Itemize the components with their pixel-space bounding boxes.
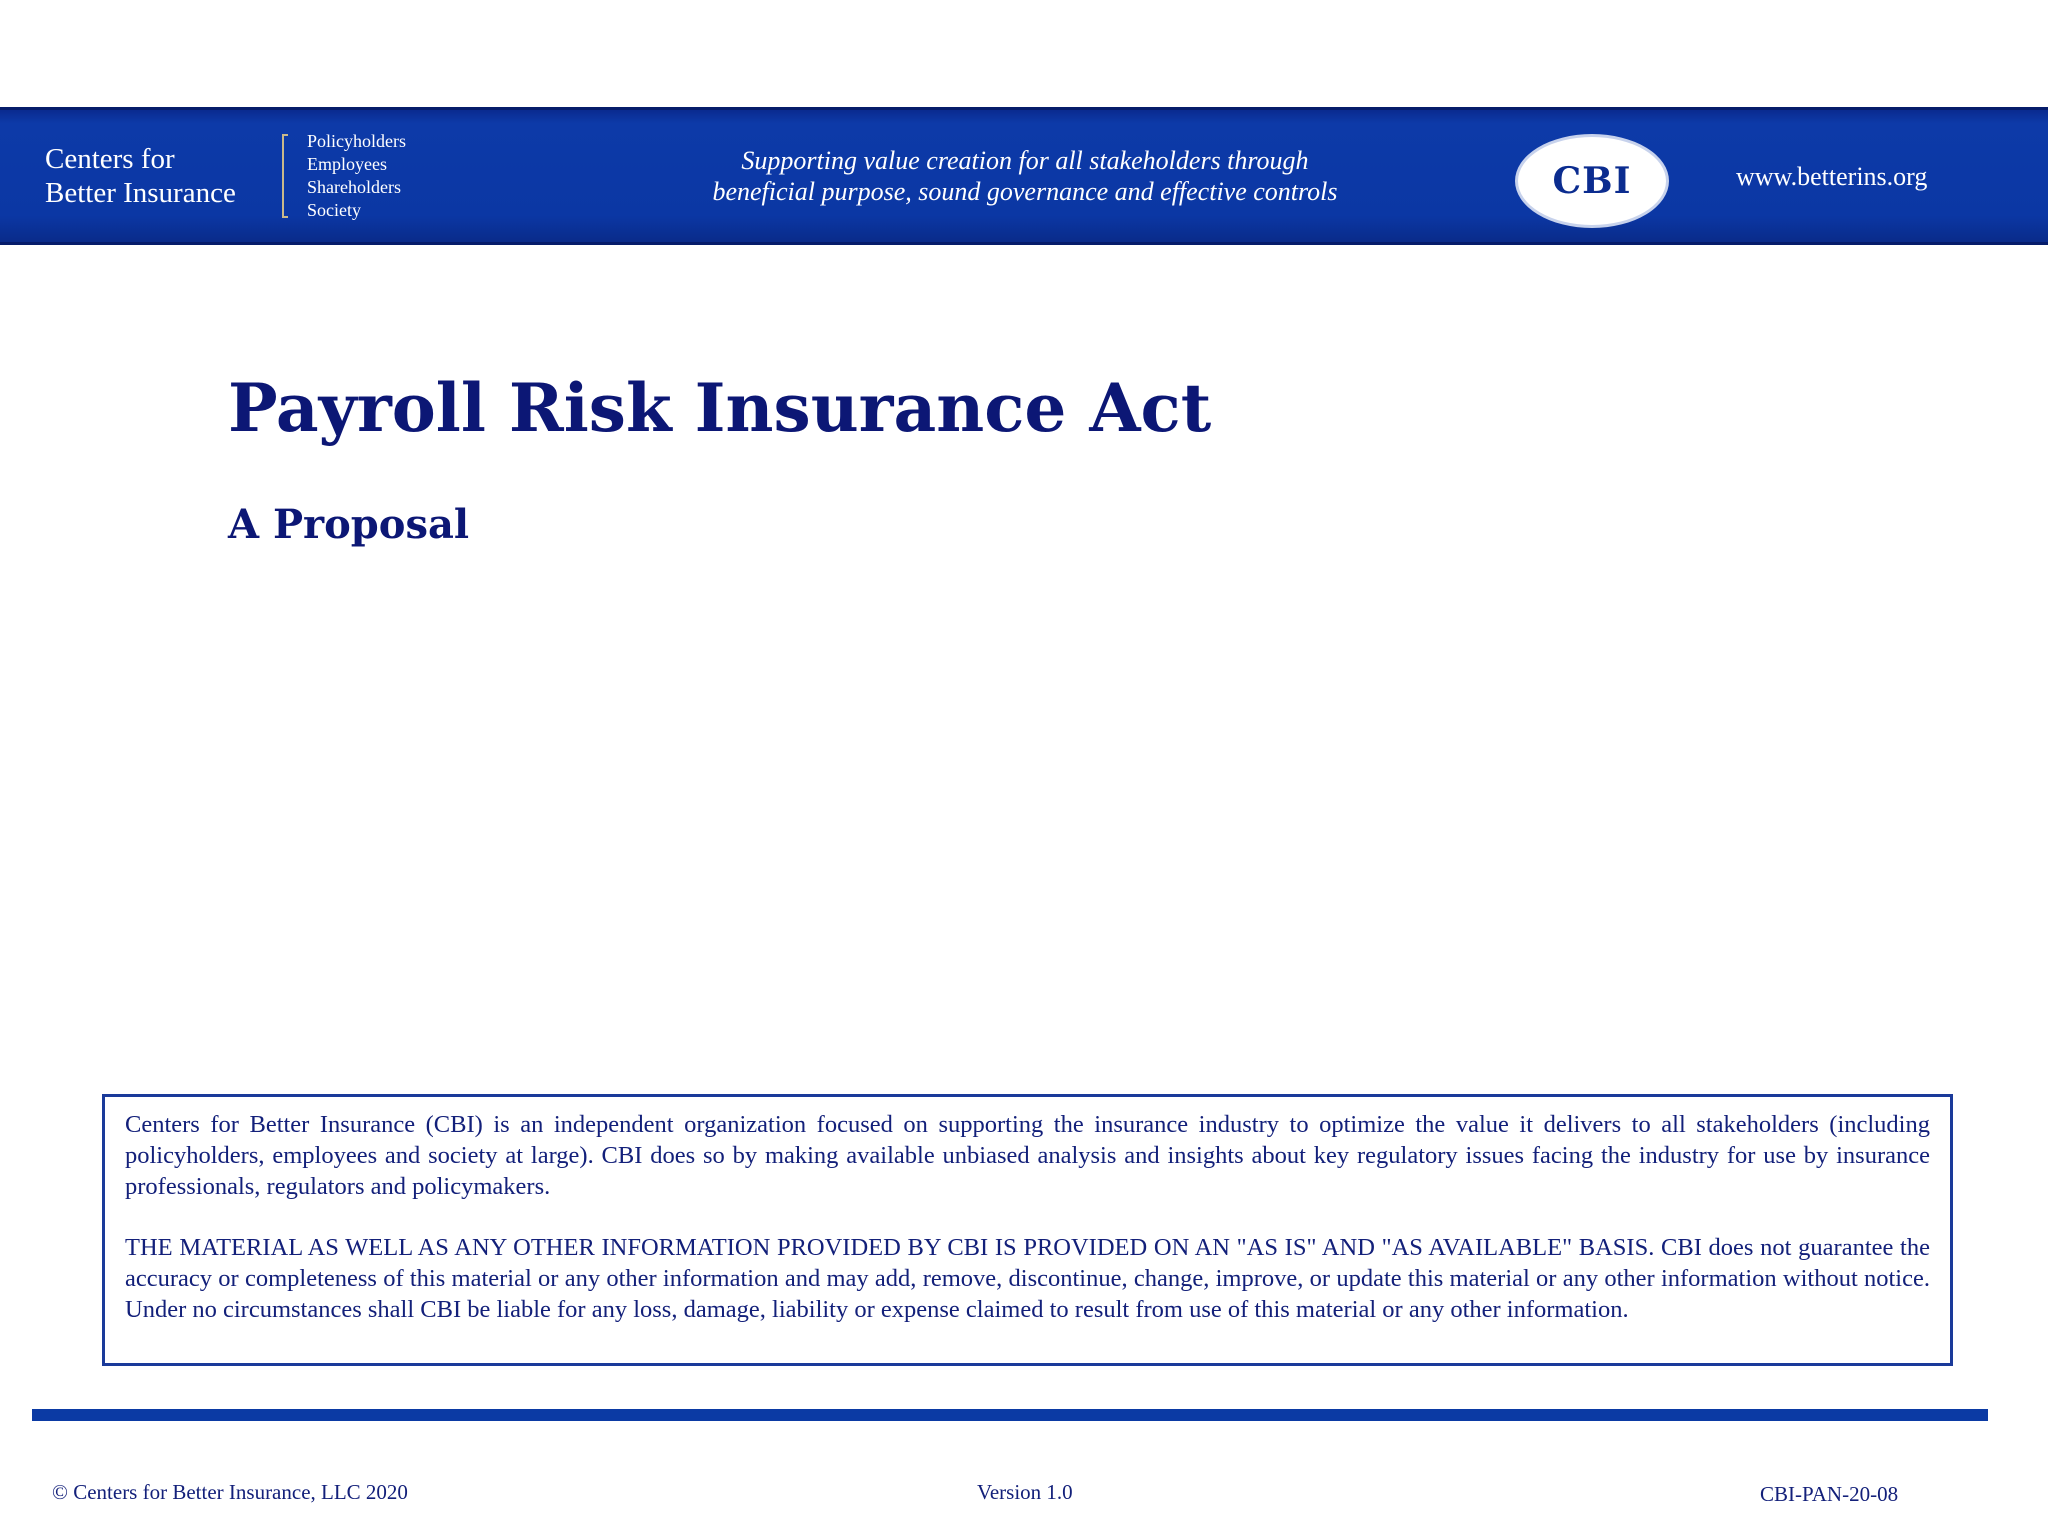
stakeholder-item: Shareholders xyxy=(307,177,401,197)
footer-divider xyxy=(32,1409,1988,1421)
disclaimer-box xyxy=(102,1094,1953,1366)
footer-doc-id: CBI-PAN-20-08 xyxy=(1760,1482,1899,1506)
header-banner xyxy=(0,107,2048,245)
footer-version: Version 1.0 xyxy=(977,1480,1073,1504)
stakeholder-item: Employees xyxy=(307,154,387,174)
org-name xyxy=(45,142,236,210)
logo-text: CBI xyxy=(1552,160,1632,202)
footer-copyright: © Centers for Better Insurance, LLC 2020 xyxy=(52,1480,408,1504)
stakeholder-item: Society xyxy=(307,200,361,220)
disclaimer-paragraph-legal: THE MATERIAL AS WELL AS ANY OTHER INFORMATION PROVIDED BY CBI IS PROVIDED ON AN "AS IS" AND "AS AVAILABLE" BASIS. CBI does not guarantee the accuracy or completeness of this material or any other information and may add, remove, discontinue, change, improve, or update this material or any other information without notice. Under no circumstances shall CBI be liable for any loss, damage, liability or expense claimed to result from use of this material or any other information. xyxy=(125,1234,1930,1323)
org-name-line2: Better Insurance xyxy=(45,177,236,209)
page-title: Payroll Risk Insurance Act xyxy=(228,369,1212,447)
tagline-line1: Supporting value creation for all stakeholders through xyxy=(741,146,1309,175)
page-subtitle: A Proposal xyxy=(228,501,470,548)
website-url: www.betterins.org xyxy=(1736,162,1928,191)
cbi-logo xyxy=(1515,134,1669,228)
org-name-line1: Centers for xyxy=(45,143,175,175)
stakeholder-list xyxy=(307,130,406,222)
bracket-divider xyxy=(282,134,288,218)
stakeholder-item: Policyholders xyxy=(307,131,406,151)
disclaimer-paragraph-about: Centers for Better Insurance (CBI) is an independent organization focused on supporting the insurance industry to optimize the value it delivers to all stakeholders (including policyholders, employees and society at large). CBI does so by making available unbiased analysis and insights about key regulatory issues facing the industry for use by insurance professionals, regulators and policymakers. xyxy=(125,1111,1930,1200)
tagline-line2: beneficial purpose, sound governance and effective controls xyxy=(712,177,1338,206)
tagline xyxy=(640,145,1410,207)
